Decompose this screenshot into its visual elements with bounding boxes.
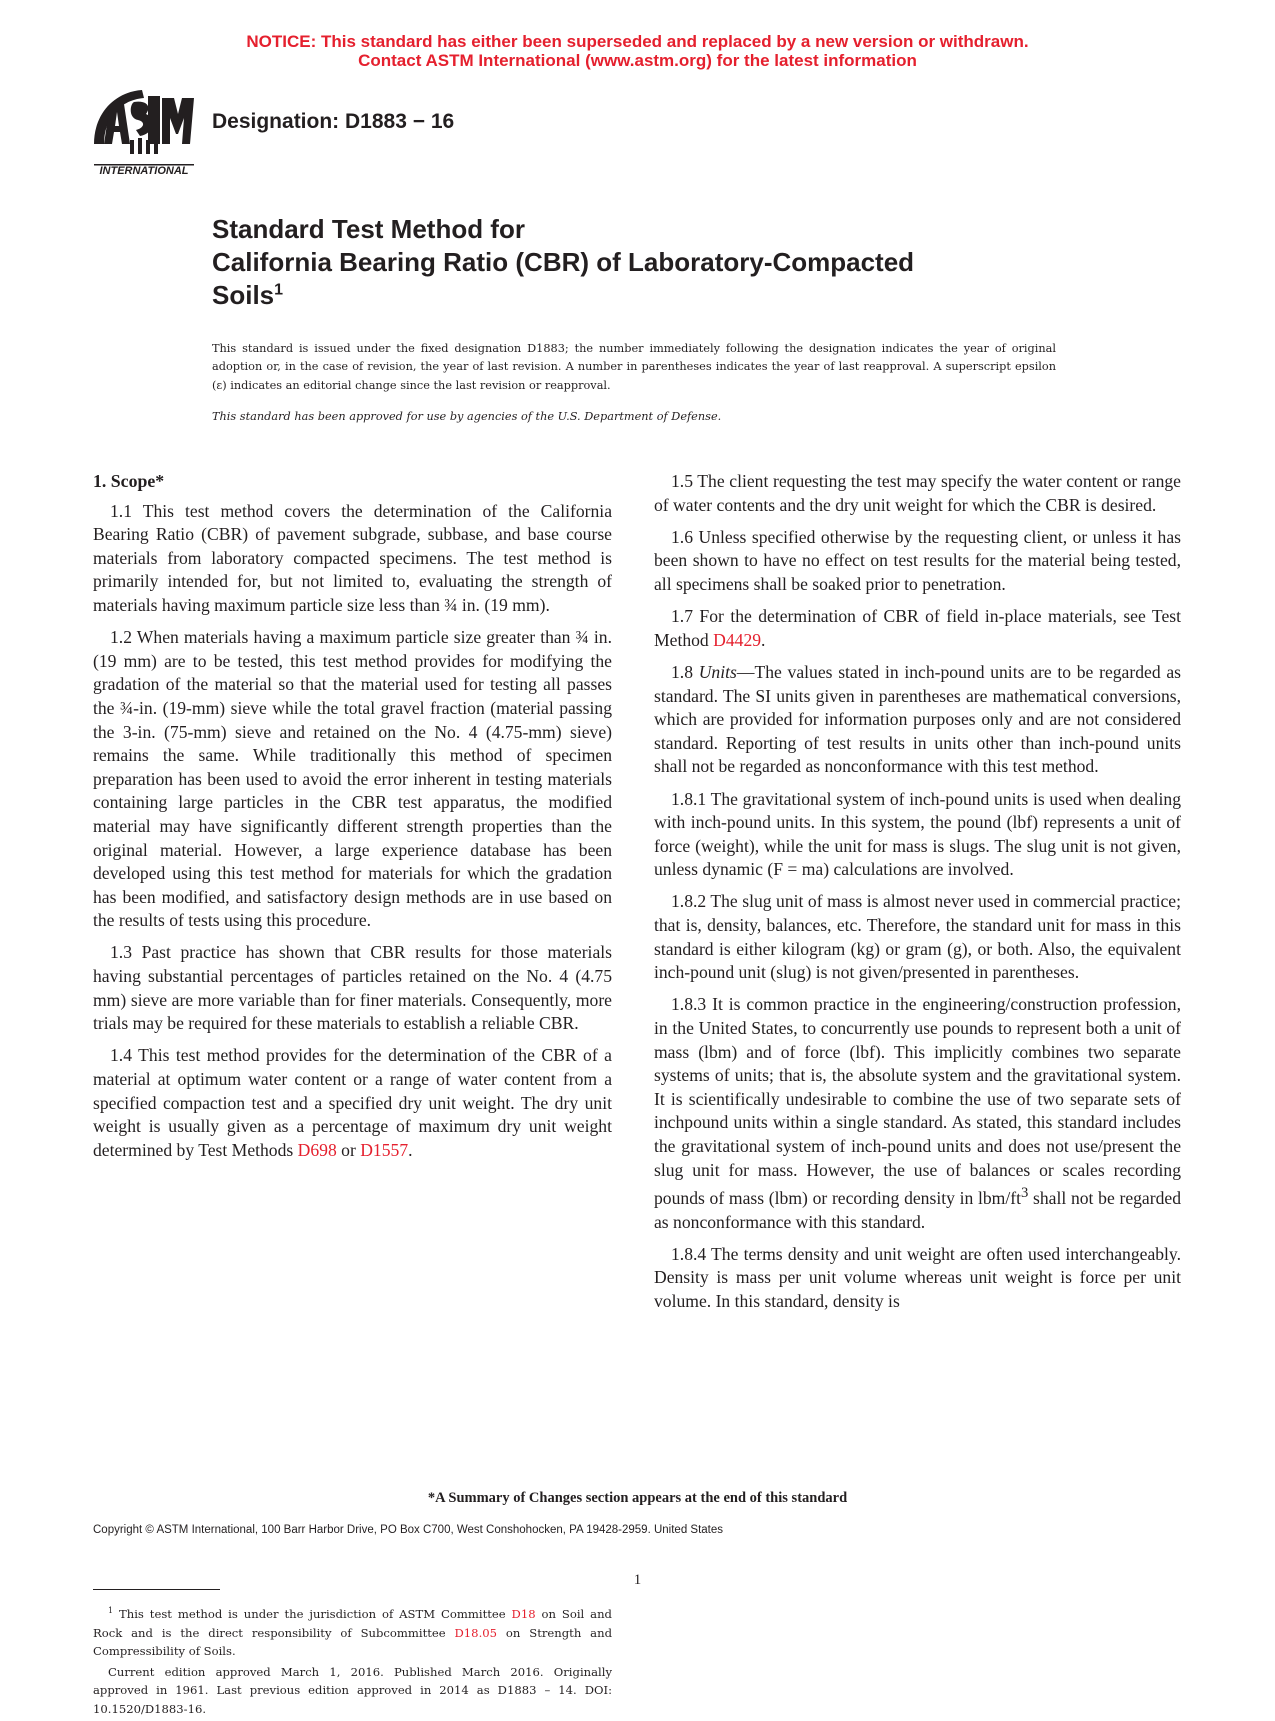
paragraph-1-5: 1.5 The client requesting the test may specify the water content or range of water contents and the dry unit weight for which the CBR is desired.: [654, 471, 1181, 515]
notice-line-1: NOTICE: This standard has either been superseded and replaced by a new version or withdrawn.: [246, 32, 1029, 51]
edition-note: Current edition approved March 1, 2016. Published March 2016. Originally approved in 1961. Last previous edition approved in 2014 as D1883 – 14. DOI: 10.1520/D1883-16.: [93, 1664, 612, 1716]
document-title: [212, 213, 1032, 312]
paragraph-1-3: 1.3 Past practice has shown that CBR results for those materials having substantial percentages of particles retained on the No. 4 (4.75 mm) sieve are more variable than for finer materials. Consequently, more trials may be required for these materials to establish a reliable CBR.: [93, 942, 612, 1034]
page-number: 1: [633, 1572, 642, 1588]
summary-of-changes-note: *A Summary of Changes section appears at the end of this standard: [427, 1490, 848, 1506]
paragraph-1-8-4: 1.8.4 The terms density and unit weight are often used interchangeably. Density is mass per unit volume whereas unit weight is force per unit volume. In this standard, density is: [654, 1243, 1181, 1312]
link-d18[interactable]: D18: [511, 1607, 536, 1621]
copyright-line: Copyright © ASTM International, 100 Barr Harbor Drive, PO Box C700, West Conshohocken, PA 19428-2959. United States: [93, 1524, 724, 1536]
footnote-1: $^1$ This test method is under the jurisdiction of ASTM Committee D18 on Soil and Rock and is the direct responsibility of Subcommittee D18.05 on Strength and Compressibility of Soils.: [93, 1606, 612, 1659]
link-d698[interactable]: D698: [297, 1139, 337, 1160]
withdrawal-notice: [0, 32, 1275, 70]
paragraph-1-4: 1.4 This test method provides for the determination of the CBR of a material at optimum water content or a range of water content from a specified compaction test and a specified dry unit weight. The dry unit weight is usually given as a percentage of maximum dry unit weight determined by Test Methods D698 or D1557.: [93, 1045, 612, 1160]
dod-approval-statement: This standard has been approved for use by agencies of the U.S. Department of Defense.: [212, 410, 722, 423]
astm-logo: [90, 84, 198, 178]
scope-heading: 1. Scope*: [93, 471, 165, 491]
logo-wordmark: INTERNATIONAL: [99, 165, 189, 177]
link-d4429[interactable]: D4429: [713, 629, 762, 650]
title-line-2: California Bearing Ratio (CBR) of Laboratory-Compacted: [212, 247, 915, 277]
title-line-3: Soils$^1$: [212, 280, 284, 310]
paragraph-1-1: 1.1 This test method covers the determination of the California Bearing Ratio (CBR) of pavement subgrade, subbase, and base course materials from laboratory compacted specimens. The test method is primarily intended for, but not limited to, evaluating the strength of materials having maximum particle size less than ¾ in. (19 mm).: [93, 500, 612, 615]
right-column: [654, 470, 1181, 1322]
footnotes: [93, 1605, 612, 1721]
left-column: [93, 470, 612, 1171]
notice-line-2: Contact ASTM International (www.astm.org) for the latest information: [358, 51, 917, 70]
paragraph-1-8: 1.8 Units—The values stated in inch-pound units are to be regarded as standard. The SI units given in parentheses are mathematical conversions, which are provided for information purposes only and are not considered standard. Reporting of test results in units other than inch-pound units shall not be regarded as nonconformance with this test method.: [654, 661, 1181, 777]
designation: Designation: D1883 − 16: [212, 110, 455, 133]
link-d18-05[interactable]: D18.05: [454, 1625, 498, 1640]
paragraph-1-8-2: 1.8.2 The slug unit of mass is almost never used in commercial practice; that is, density, balances, etc. Therefore, the standard unit for mass in this standard is either kilogram (kg) or gram (g), or both. Also, the equivalent inch-pound unit (slug) is not given/presented in parentheses.: [654, 891, 1181, 983]
astm-logo-icon: [90, 84, 198, 178]
paragraph-1-7: 1.7 For the determination of CBR of field in-place materials, see Test Method D4429.: [654, 606, 1181, 650]
paragraph-1-8-1: 1.8.1 The gravitational system of inch-pound units is used when dealing with inch-pound units. In this system, the pound (lbf) represents a unit of force (weight), while the unit for mass is slugs. The slug unit is not given, unless dynamic (F = ma) calculations are involved.: [654, 788, 1181, 880]
footnote-divider: [93, 1589, 220, 1590]
link-d1557[interactable]: D1557: [360, 1139, 409, 1160]
issuance-statement: This standard is issued under the fixed designation D1883; the number immediately following the designation indicates the year of original adoption or, in the case of revision, the year of last revision. A number in parentheses indicates the year of last reapproval. A superscript epsilon (ε) indicates an editorial change since the last revision or reapproval.: [212, 342, 1056, 392]
title-line-1: Standard Test Method for: [212, 214, 525, 244]
title-footnote-mark: 1: [274, 281, 284, 299]
paragraph-1-2: 1.2 When materials having a maximum particle size greater than ¾ in. (19 mm) are to be tested, this test method provides for modifying the gradation of the material so that the material used for testing all passes the ¾-in. (19-mm) sieve while the total gravel fraction (material passing the 3-in. (75-mm) sieve and retained on the No. 4 (4.75-mm) sieve) remains the same. While traditionally this method of specimen preparation has been used to avoid the error inherent in testing materials containing large particles in the CBR test apparatus, the modified material may have significantly different strength properties than the original material. However, a large experience database has been developed using this test method for materials for which the gradation has been modified, and satisfactory design methods are in use based on the results of tests using this procedure.: [93, 627, 612, 931]
paragraph-1-8-3: 1.8.3 It is common practice in the engineering/construction profession, in the United States, to concurrently use pounds to represent both a unit of mass (lbm) and of force (lbf). This implicitly combines two separate systems of units; that is, the absolute system and the gravitational system. It is scientifically undesirable to combine the use of two separate sets of inchpound units within a single standard. As stated, this standard includes the gravitational system of inch-pound units and does not use/present the slug unit for mass. However, the use of balances or scales recording pounds of mass (lbm) or recording density in lbm/$ft^3$ shall not be regarded as nonconformance with this standard.: [654, 994, 1182, 1232]
paragraph-1-6: 1.6 Unless specified otherwise by the requesting client, or unless it has been shown to have no effect on test results for the material being tested, all specimens shall be soaked prior to penetration.: [654, 526, 1181, 594]
